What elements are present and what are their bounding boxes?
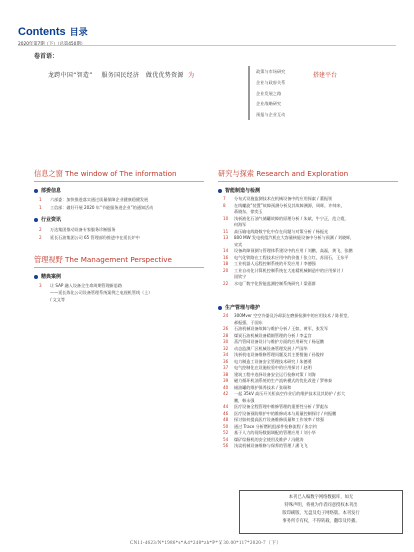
section-divider [218,181,398,182]
bullet-icon [218,306,222,310]
item-title: 分布式设施监测技术在机械设备中的应用探索 / 董振领 [234,196,333,201]
group-title: 智能制造与检测 [218,187,260,194]
notice-line: 版印刷版、光盘及电子网络版。本刊发行 [282,511,360,516]
list-item[interactable] [223,209,263,214]
item-title: 宋宾 [234,241,243,247]
list-item[interactable] [223,424,317,429]
page-number: 10 [223,215,229,221]
list-item[interactable] [223,216,349,221]
list-item[interactable] [223,255,349,260]
list-item[interactable]: 1 工信部：做好开展 2020 年“节能服务进企业”的通知活动 [39,205,154,210]
page-number: 44 [223,404,229,409]
slogan-right: 搭建平台 [313,72,338,79]
page-number: 42 [223,391,229,396]
item-title: 设备故障预测与管理体系建设中的应用 / 刘鹏，高磊，黄飞，张鹏 [234,248,353,253]
item-title: 煤矿综掘机的安全使用及维护 / 冯健涛 [234,436,304,442]
list-item[interactable] [223,242,242,247]
copyright-notice [239,490,403,534]
page-number: 30 [223,339,229,344]
header [18,20,88,47]
list-item[interactable] [223,404,328,409]
item-title: 300Mver 空空冷器及冷却泵在磨损检测中的应用技术 / 陈景堂， [234,313,352,318]
item-title: 一起 35kV 高压开关柜高空作业后的维护技术及其防护 / 彭大 [234,391,346,396]
section-divider [34,267,204,268]
slogan-wei: 为 [188,72,195,79]
list-item[interactable] [223,352,324,357]
list-item[interactable]: / 文文等 [50,297,65,302]
page-number: 32 [223,345,229,351]
item-title: 动态监测厂区机械设备管理发展 / 严国华 [234,345,308,351]
page-number: 56 [223,443,229,448]
page-number: 8 [223,202,226,208]
preface-slogan [48,70,194,79]
slogan-part-1: 龙跨中国“智造” [48,72,93,79]
page-number: 28 [223,332,229,338]
page-number: 48 [223,417,229,422]
item-title: 浅析机电设备维修管理问题及其主要措施 / 孙俊梓 [234,352,324,357]
page-number: 7 [223,196,226,201]
list-item[interactable] [223,385,291,390]
page-number: 24 [223,313,229,318]
page-number: 40 [223,384,229,390]
item-title: 浅谈机械设备维修与保养的管理 / 潘飞飞 [234,443,308,448]
slogan-item: 企业与政府关系 [256,79,286,85]
slogan-item: 政策与市场研究 [256,69,286,74]
bullet-icon [34,275,38,279]
list-item[interactable] [223,417,324,422]
page-number: 26 [223,326,229,331]
item-title: 电气化铁路在工程技术应用中的价值 / 张立红，苏国石，王东平 [234,254,349,260]
list-item[interactable] [223,326,328,331]
notice-line: 事务所专有权，不得转载、翻印及传播。 [282,519,360,524]
item-title: 通过 Trace 分析燃机组部件检修流程 / 张宗钧 [234,423,317,429]
list-item[interactable] [223,391,345,396]
list-item[interactable] [223,235,354,240]
page-number: 46 [223,410,229,416]
group-title: 精典案例 [34,273,61,280]
item-title: 电气控制化在设施检验中的应用探讨 / 赵明 [234,365,312,370]
page-number: 39 [223,378,229,383]
list-item[interactable] [223,229,328,234]
issue-number [18,41,88,47]
slogan-part-2: 服务国民经济 [101,72,140,79]
item-title: 高压输电线路数字化中存在问题与对策分析 / 杨振光 [234,228,329,234]
list-item[interactable] [223,430,316,435]
page-number: 37 [223,365,229,370]
page-number: 16 [223,254,229,260]
list-item[interactable] [223,333,312,338]
item-title: 工业机器人远程控制系统的开发应用 / 李德强 [234,261,316,266]
notice-line: 特殊声明，将视为作者同意授权本刊出 [284,503,358,508]
list-item[interactable] [223,274,246,279]
list-item[interactable]: 3 让 SAP 融入设备全生命周期管理新思路 [39,283,122,288]
group-title: 生产管理与维护 [218,304,260,311]
list-item[interactable] [223,443,308,448]
page-number: 22 [223,280,229,286]
cn-code: CN11-4623/N*1986*s*A4*248*zh*P*￥30.00*117*2020-7（下） [130,541,282,546]
notice-line: 本刊已入编数字网络数据库，如无 [288,495,354,500]
slogan-item: 预报与企业互动 [256,112,286,118]
section-title-mgmt: 管理视野 The Management Perspective [34,255,172,264]
item-title: 蒸汽管网设备设计与维护方面的应用研究 / 杨冠鹏 [234,339,324,344]
item-title: 郝振强，于国东 [234,319,263,325]
header-divider [18,45,396,46]
page-number: 18 [223,261,229,266]
item-title: 医疗设备全程管理中维修管理的重要性分析 / 罗彪东 [234,404,329,409]
page-number: 38 [223,371,229,377]
item-title: 探讨如何提高医疗设备维修质量和工作效率 / 徐强 [234,417,324,422]
item-title: 工业自动化计算机控制系统在大连精机械制造中的应用探讨 / [234,267,344,273]
section-divider [34,181,204,182]
list-item[interactable] [223,320,263,325]
item-title: 医疗设备预防维护中的维修成本与质量控制探讨 / 何振鹏 [234,410,337,416]
item-title: 蒋晓东，徐奕玉 [234,209,263,214]
item-title: 储油罐的维护保养技术 / 张瑞和 [234,384,292,390]
slogan-part-3: 做优优势资源 [145,72,184,79]
list-item[interactable] [223,248,353,253]
bullet-icon [218,189,222,193]
page-number: 20 [223,267,229,273]
item-title: 基于人力的现场数据调配的管理应用 / 刘小华 [234,430,316,435]
list-item[interactable] [223,203,345,208]
list-item[interactable] [223,398,254,403]
list-item[interactable] [223,281,316,286]
slogan-bracket [248,66,250,120]
preface-label: 卷首语： [34,53,59,60]
list-item[interactable]: ——延长炼化公司设备管理系统案例之电视机管线（上） [50,290,153,295]
list-item[interactable] [223,411,336,416]
list-item[interactable] [223,378,332,383]
item-title: 石油机械设备故障与维护分析 / 王如，黄军，张发军 [234,326,329,331]
list-item[interactable] [223,339,324,344]
slogan-item: 企业发展之路 [256,90,282,96]
list-item[interactable]: 2 延长石油集团公司 65 管理部份推进中在延长炉中 [39,235,140,240]
group-title: 部委信息 [34,187,61,194]
page-number: 54 [223,436,229,442]
list-item[interactable] [223,372,316,377]
list-item[interactable] [223,365,312,370]
list-item[interactable] [223,196,332,201]
list-item[interactable] [223,437,303,442]
page-number: 36 [223,358,229,364]
page-number: 13 [223,235,229,240]
item-title: 何海军 [234,222,247,227]
item-title: 电力制造工设备安全管理技术研究 / 朱德勇 [234,358,312,364]
page-number: 34 [223,352,229,357]
item-title: 浅析液化石油气储罐故障的原理分析 / 朱斌，牛宁正，范立霞， [234,215,349,221]
list-item[interactable] [223,261,316,266]
bullet-icon [34,189,38,193]
item-title: 建筑工程中选择设备安全运行检修对策 / 刘海 [234,371,316,377]
item-title: 在线螺旋“装置”故障预测分析及其故障溯源，周晖，许帅来， [234,202,345,208]
contents-title-en: Contents [18,26,66,38]
list-item[interactable] [223,222,246,227]
list-item[interactable]: 2 万达集团推动设备专家服务诊断服务 [39,227,116,232]
slogan-item-list [256,67,285,121]
item-title: 国钦宁 [234,274,247,279]
list-item[interactable] [223,313,351,318]
item-title: 煤炭石油机械设备精细管理的分析 / 李孟宫 [234,332,312,338]
list-item[interactable] [223,346,308,351]
bullet-icon [34,218,38,222]
contents-title-cn: 目录 [69,28,88,38]
section-title-info: 信息之窗 The window of The information [34,169,177,178]
item-title: 水电厂数字化智能监测控制系统研究 / 梁嘉群 [234,280,316,286]
page-number: 11 [223,228,229,234]
list-item[interactable] [223,359,312,364]
page-number: 52 [223,430,229,435]
page-number: 50 [223,423,229,429]
item-title: 鹏，韩永强 [234,397,255,403]
item-title: 800 MW 发电机组汽机在大容量核能设备中分析与预测 / 刘晓辉， [234,235,355,240]
section-title-research: 研究与探索 Research and Exploration [218,169,349,178]
page-number: 14 [223,248,229,253]
list-item[interactable]: 1 六部委：加快推进落实通过质量保障企业健康稳健发展 [39,197,149,202]
item-title: 磁力循环机油系统的生产流转模式的优化改进 / 罗林泰 [234,378,333,383]
slogan-item: 企业战略研究 [256,101,282,107]
group-title: 行业资讯 [34,216,61,223]
list-item[interactable] [223,268,343,273]
